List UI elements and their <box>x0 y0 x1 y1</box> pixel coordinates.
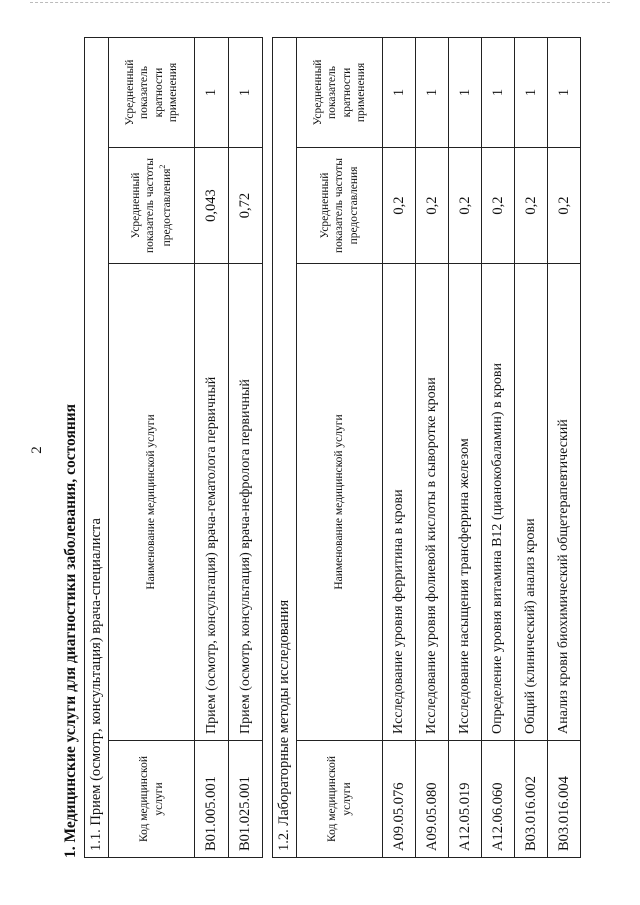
freq-value: 0,2 <box>482 148 515 264</box>
mult-value: 1 <box>515 37 548 147</box>
service-code: A09.05.076 <box>383 741 416 858</box>
service-code: B01.005.001 <box>195 741 229 858</box>
freq-value: 0,72 <box>229 148 263 264</box>
service-name: Общий (клинический) анализ крови <box>515 264 548 741</box>
service-code: A12.06.060 <box>482 741 515 858</box>
header-freq-application: Усредненный показатель кратности применения <box>109 37 195 147</box>
freq-value: 0,2 <box>383 148 416 264</box>
service-name: Прием (осмотр, консультация) врача-нефролога первичный <box>229 264 263 741</box>
table-row <box>515 37 548 857</box>
service-name: Исследование насыщения трансферрина железом <box>449 264 482 741</box>
mult-value: 1 <box>416 37 449 147</box>
service-code: A12.05.019 <box>449 741 482 858</box>
service-name: Анализ крови биохимический общетерапевтический <box>548 264 581 741</box>
service-code: A09.05.080 <box>416 741 449 858</box>
freq-value: 0,043 <box>195 148 229 264</box>
header-freq-provision: Усредненный показатель частоты предоставления$^2$ <box>109 148 195 264</box>
scan-edge-line <box>30 2 610 3</box>
mult-value: 1 <box>482 37 515 147</box>
table-row <box>548 37 581 857</box>
header-code: Код медицинской услуги <box>297 741 383 858</box>
lab-methods-table <box>272 37 581 858</box>
service-code: B01.025.001 <box>229 741 263 858</box>
freq-value: 0,2 <box>548 148 581 264</box>
subsection-title: 1.1. Прием (осмотр, консультация) врача-специалиста <box>85 37 109 857</box>
service-code: B03.016.004 <box>548 741 581 858</box>
consultation-table <box>84 37 263 858</box>
service-code: B03.016.002 <box>515 741 548 858</box>
mult-value: 1 <box>383 37 416 147</box>
freq-value: 0,2 <box>416 148 449 264</box>
table-row <box>229 37 263 857</box>
header-name: Наименование медицинской услуги <box>297 264 383 741</box>
mult-value: 1 <box>195 37 229 147</box>
header-freq-application: Усредненный показатель кратности применения <box>297 37 383 147</box>
header-name: Наименование медицинской услуги <box>109 264 195 741</box>
service-name: Прием (осмотр, консультация) врача-гематолога первичный <box>195 264 229 741</box>
freq-value: 0,2 <box>515 148 548 264</box>
freq-value: 0,2 <box>449 148 482 264</box>
service-name: Определение уровня витамина B12 (цианокобаламин) в крови <box>482 264 515 741</box>
table-row <box>416 37 449 857</box>
mult-value: 1 <box>229 37 263 147</box>
service-name: Исследование уровня фолиевой кислоты в сыворотке крови <box>416 264 449 741</box>
header-freq-provision: Усредненный показатель частоты предоставления <box>297 148 383 264</box>
service-name: Исследование уровня ферритина в крови <box>383 264 416 741</box>
table-row <box>449 37 482 857</box>
page-number: 2 <box>29 446 45 454</box>
document-page <box>60 38 635 858</box>
section-title: 1. Медицинские услуги для диагностики заболевания, состояния <box>62 403 79 858</box>
header-code: Код медицинской услуги <box>109 741 195 858</box>
table-row <box>383 37 416 857</box>
mult-value: 1 <box>449 37 482 147</box>
table-row <box>195 37 229 857</box>
mult-value: 1 <box>548 37 581 147</box>
table-row <box>482 37 515 857</box>
subsection-title: 1.2. Лабораторные методы исследования <box>273 37 297 857</box>
